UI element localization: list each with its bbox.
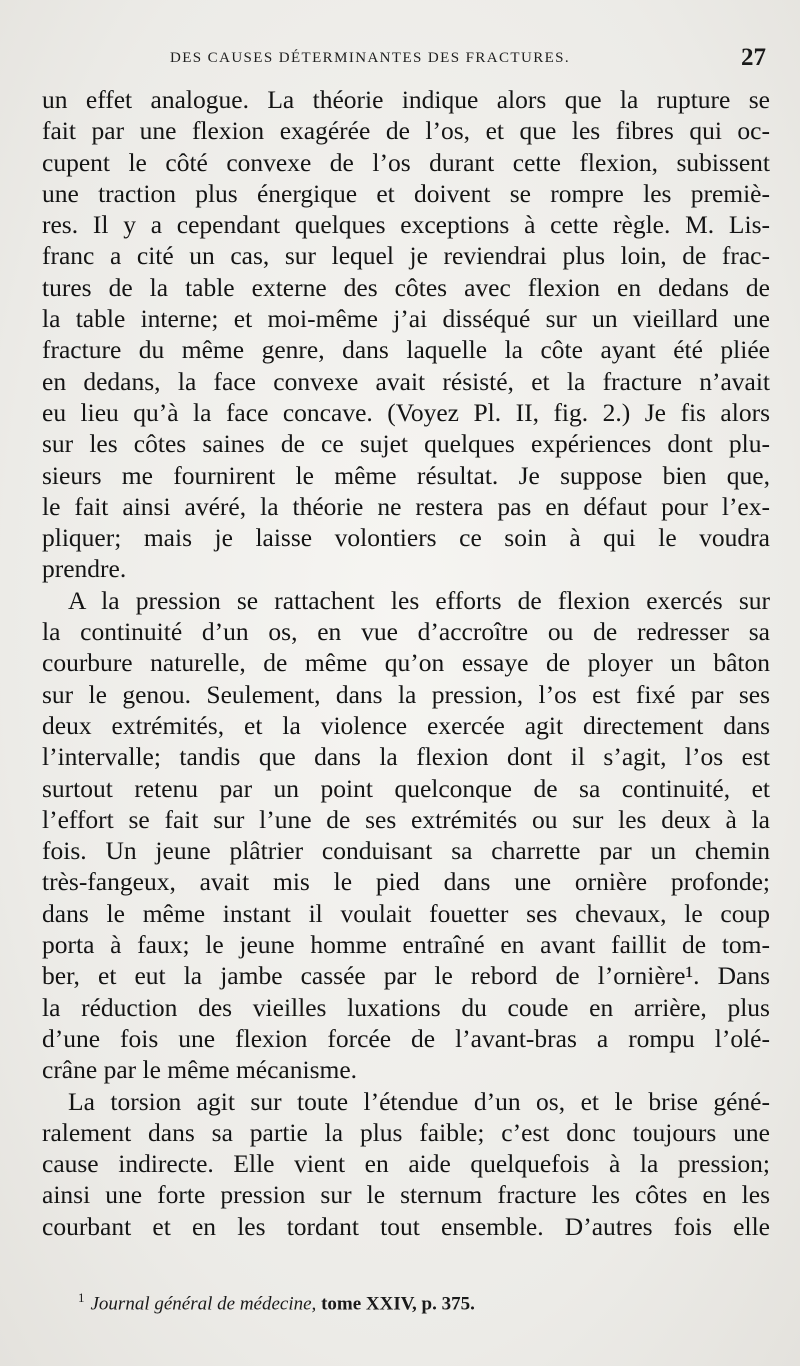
footnote-journal: Journal général de médecine, [90,1293,317,1315]
running-head [40,44,766,76]
text-line: en dedans, la face convexe avait résisté, et la fracture n’avait [42,366,770,396]
text-line: tures de la table externe des côtes avec flexion en dedans de [42,272,770,302]
text-line: le fait ainsi avéré, la théorie ne restera pas en défaut pour l’ex- [42,491,770,521]
text-line: sur les côtes saines de ce sujet quelques expériences dont plu- [42,429,770,459]
text-line: la réduction des vieilles luxations du coude en arrière, plus [42,992,770,1022]
text-line: surtout retenu par un point quelconque de sa continuité, et [42,773,770,803]
footnote-marker: 1 [78,1290,85,1305]
text-line: courbure naturelle, de même qu’on essaye de ployer un bâton [42,648,770,678]
text-line: cause indirecte. Elle vient en aide quelquefois à la pression; [42,1149,770,1179]
text-line: res. Il y a cependant quelques exceptions à cette règle. M. Lis- [42,210,770,240]
text-line: l’effort se fait sur l’une de ses extrémités ou sur les deux à la [42,804,770,834]
footnote [78,1290,475,1315]
text-line: très-fangeux, avait mis le pied dans une ornière profonde; [42,867,770,897]
text-line: courbant et en les tordant tout ensemble. D’autres fois elle [42,1211,770,1241]
running-title: DES CAUSES DÉTERMINANTES DES FRACTURES. [170,50,571,66]
text-line: fait par une flexion exagérée de l’os, et que les fibres qui oc- [42,116,770,146]
text-line: dans le même instant il voulait fouetter ses chevaux, le coup [42,898,770,928]
text-line: A la pression se rattachent les efforts de flexion exercés sur [68,585,770,615]
text-line: ber, et eut la jambe cassée par le rebord de l’ornière¹. Dans [42,961,770,991]
text-line: fois. Un jeune plâtrier conduisant sa charrette par un chemin [42,836,770,866]
text-line: La torsion agit sur toute l’étendue d’un os, et le brise géné- [68,1086,770,1116]
text-line: porta à faux; le jeune homme entraîné en avant faillit de tom- [42,930,770,960]
text-line: sur le genou. Seulement, dans la pression, l’os est fixé par ses [42,679,770,709]
text-line: deux extrémités, et la violence exercée agit directement dans [42,710,770,740]
text-line: fracture du même genre, dans laquelle la côte ayant été pliée [42,335,770,365]
text-line: la continuité d’un os, en vue d’accroître ou de redresser sa [42,617,770,647]
text-line: une traction plus énergique et doivent se rompre les premiè- [42,178,770,208]
body-text [42,84,770,1242]
text-line: eu lieu qu’à la face concave. (Voyez Pl. II, fig. 2.) Je fis alors [42,397,770,427]
text-line: la table interne; et moi-même j’ai disséqué sur un vieillard une [42,304,770,334]
page-number: 27 [741,44,766,71]
text-line: cupent le côté convexe de l’os durant cette flexion, subissent [42,147,770,177]
text-line: ralement dans sa partie la plus faible; c’est donc toujours une [42,1117,770,1147]
text-line: pliquer; mais je laisse volontiers ce soin à qui le voudra [42,523,770,553]
footnote-reference: tome XXIV, p. 375. [321,1293,475,1315]
text-line: un effet analogue. La théorie indique alors que la rupture se [42,85,770,114]
text-line: d’une fois une flexion forcée de l’avant-bras a rompu l’olé- [42,1023,770,1053]
text-line: prendre. [42,554,127,584]
text-line: sieurs me fournirent le même résultat. Je suppose bien que, [42,460,770,490]
text-line: l’intervalle; tandis que dans la flexion dont il s’agit, l’os est [42,742,770,772]
text-line: franc a cité un cas, sur lequel je reviendrai plus loin, de frac- [42,241,770,271]
text-line: crâne par le même mécanisme. [42,1055,358,1085]
text-line: ainsi une forte pression sur le sternum fracture les côtes en les [42,1180,770,1210]
